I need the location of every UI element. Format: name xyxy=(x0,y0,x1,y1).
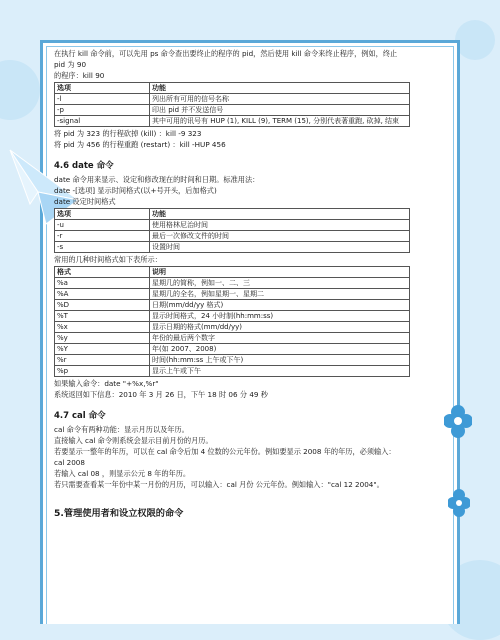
table-row xyxy=(55,105,410,116)
section-heading-user-permissions: 5.管理使用者和设立权限的命令 xyxy=(54,508,184,519)
table-cell: %D xyxy=(55,300,150,311)
flower-icon xyxy=(448,488,470,518)
table-row xyxy=(55,322,410,333)
table-cell: 星期几的简称，例如一、二、三 xyxy=(150,278,410,289)
table-header-cell: 功能 xyxy=(150,209,410,220)
cal-description: 若要显示一整年的年历，可以在 cal 命令后加 4 位数的公元年份。例如要显示 2008 年的年历，必须输入： xyxy=(54,447,396,456)
table-cell: -signal xyxy=(55,116,150,127)
table-cell: -l xyxy=(55,94,150,105)
table-row xyxy=(55,242,410,253)
table-header-cell: 功能 xyxy=(150,83,410,94)
table-cell: -p xyxy=(55,105,150,116)
table-cell: 年(如 2007、2008) xyxy=(150,344,410,355)
date-description: date 设定时间格式 xyxy=(54,197,116,206)
date-description: date -[选项] 显示时间格式(以+号开头，后加格式) xyxy=(54,186,217,195)
table-cell: -s xyxy=(55,242,150,253)
table-header-cell: 选项 xyxy=(55,83,150,94)
table-row xyxy=(55,94,410,105)
table-cell: 显示时间格式，24 小时制(hh:mm:ss) xyxy=(150,311,410,322)
table-cell: %x xyxy=(55,322,150,333)
table-cell: %r xyxy=(55,355,150,366)
table-cell: 印出 pid 并不发送信号 xyxy=(150,105,410,116)
format-intro: 常用的几种时间格式如下表所示： xyxy=(54,255,162,264)
table-cell: -u xyxy=(55,220,150,231)
table-cell: 设置时间 xyxy=(150,242,410,253)
table-header-cell: 格式 xyxy=(55,267,150,278)
date-example-line: 系统返回如下信息：2010 年 3 月 26 日，下午 18 时 06 分 49 秒 xyxy=(54,390,268,399)
table-row xyxy=(55,333,410,344)
section-heading-date: 4.6 date 命令 xyxy=(54,161,114,171)
table-header-row xyxy=(55,209,410,220)
table-cell: 显示上午或下午 xyxy=(150,366,410,377)
cal-description: 若只需要查看某一年份中某一月份的月历，可以输入：cal 月份 公元年份。例如输入："cal 12 2004"。 xyxy=(54,480,384,489)
table-cell: 其中可用的讯号有 HUP (1), KILL (9), TERM (15), 分别代表著重跑, 砍掉, 结束 xyxy=(150,116,410,127)
kill-note: 将 pid 为 323 的行程砍掉 (kill) ：kill -9 323 xyxy=(54,129,202,138)
table-row xyxy=(55,300,410,311)
date-description: date 命令用来显示、设定和修改现在的时间和日期。标准用法： xyxy=(54,175,260,184)
table-header-row xyxy=(55,267,410,278)
table-header-cell: 说明 xyxy=(150,267,410,278)
table-cell: %p xyxy=(55,366,150,377)
table-header-cell: 选项 xyxy=(55,209,150,220)
table-row xyxy=(55,355,410,366)
table-row xyxy=(55,220,410,231)
table-cell: 显示日期的格式(mm/dd/yy) xyxy=(150,322,410,333)
cal-description: cal 2008 xyxy=(54,458,85,467)
table-cell: 年份的最后两个数字 xyxy=(150,333,410,344)
table-cell: 最后一次修改文件的时间 xyxy=(150,231,410,242)
document-content xyxy=(54,48,410,519)
table-cell: %T xyxy=(55,311,150,322)
flower-icon xyxy=(444,404,472,440)
background-dot xyxy=(0,60,40,120)
table-header-row xyxy=(55,83,410,94)
table-cell: %A xyxy=(55,289,150,300)
kill-note: 将 pid 为 456 的行程重跑 (restart) ：kill -HUP 456 xyxy=(54,140,226,149)
section-heading-cal: 4.7 cal 命令 xyxy=(54,411,106,421)
date-example-line: 如果输入命令：date "+%x,%r" xyxy=(54,379,159,388)
intro-line: 在执行 kill 命令前，可以先用 ps 命令查出要终止的程序的 pid，然后使用 kill 命令来终止程序，例如，终止 pid 为 90 xyxy=(54,49,398,69)
table-row xyxy=(55,366,410,377)
background-dot xyxy=(455,20,495,60)
intro-line: 的程序：kill 90 xyxy=(54,71,105,80)
cal-description: 直接输入 cal 命令则系统会显示目前月份的月历。 xyxy=(54,436,213,445)
date-format-table xyxy=(54,266,410,377)
table-cell: 列出所有可用的信号名称 xyxy=(150,94,410,105)
table-cell: %a xyxy=(55,278,150,289)
date-options-table xyxy=(54,208,410,253)
table-cell: 时间(hh:mm:ss 上午或下午) xyxy=(150,355,410,366)
table-cell: 使用格林尼治时间 xyxy=(150,220,410,231)
table-cell: %Y xyxy=(55,344,150,355)
kill-options-table xyxy=(54,82,410,127)
table-cell: %y xyxy=(55,333,150,344)
table-row xyxy=(55,311,410,322)
table-cell: 星期几的全名，例如星期一、星期二 xyxy=(150,289,410,300)
table-row xyxy=(55,278,410,289)
cal-description: cal 命令有两种功能：显示月历以及年历。 xyxy=(54,425,189,434)
table-cell: -r xyxy=(55,231,150,242)
table-cell: 日期(mm/dd/yy 格式) xyxy=(150,300,410,311)
cal-description: 若输入 cal 08 ，则显示公元 8 年的年历。 xyxy=(54,469,191,478)
table-row xyxy=(55,116,410,127)
table-row xyxy=(55,289,410,300)
table-row xyxy=(55,231,410,242)
table-row xyxy=(55,344,410,355)
